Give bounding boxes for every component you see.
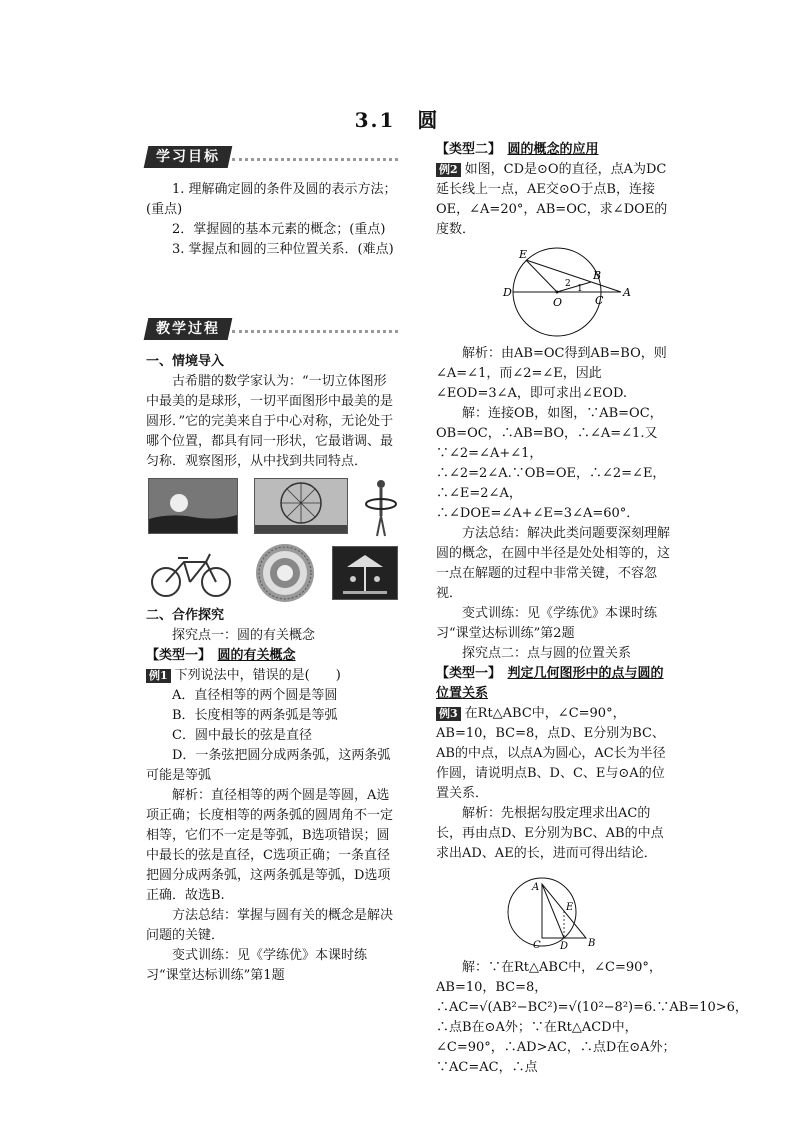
- hula-hoop-photo: [364, 476, 398, 538]
- example-badge: 例3: [436, 707, 461, 721]
- option-item: A．直径相等的两个圆是等圆: [172, 688, 338, 703]
- type-tag: 【类型一】: [146, 648, 205, 663]
- variant-training: 变式训练：见《学练优》本课时练习“课堂达标训练”第2题: [436, 606, 658, 641]
- section-heading: 一、情境导入: [146, 354, 225, 369]
- example-badge: 例1: [146, 669, 171, 683]
- page-title: 3.1 圆: [354, 108, 440, 132]
- figure-label: C: [533, 940, 541, 951]
- solution-paragraph: 解：∵在Rt△ABC中，∠C=90°，AB=10，BC=8，∴AC=√(AB²−BC²)=√(10²−8²)=6.∵AB=10>6，∴点B在⊙A外；∵在Rt△ACD中，∠C=90°，∴AD>AC，∴点D在⊙A外；∵AC=AC，∴点: [436, 960, 748, 1075]
- figure-label: B: [593, 269, 602, 282]
- example-stem: 如图，CD是⊙O的直径，点A为DC延长线上一点，AE交⊙O于点B，连接OE，∠A=20°，AB=OC，求∠DOE的度数．: [436, 162, 668, 237]
- analysis-paragraph: 解析：先根据勾股定理求出AC的长，再由点D、E分别为BC、AB的中点求出AD、AE的长，进而可得出结论．: [436, 806, 664, 861]
- heading-divider: [232, 158, 398, 161]
- solution-paragraph: 解：连接OB，如图，∵AB=OC，OB=OC，∴AB=BO，∴∠A=∠1.又∵∠2=∠A+∠1，∴∠2=2∠A.∵OB=OE，∴∠2=∠E，∴∠E=2∠A，∴∠DOE=∠A+∠E=3∠A=60°．: [436, 406, 666, 521]
- explore-point-heading: 探究点二：点与圆的位置关系: [462, 646, 632, 661]
- example-stem: 在Rt△ABC中，∠C=90°，AB=10，BC=8，点D、E分别为BC、AB的中点，以点A为圆心，AC长为半径作圆，请说明点B、D、C、E与⊙A的位置关系．: [436, 706, 666, 801]
- figure-label: D: [560, 941, 569, 952]
- carousel-photo: [332, 546, 398, 600]
- type-tag: 【类型二】: [436, 142, 495, 157]
- bicycle-photo: [148, 548, 234, 600]
- goals-heading-bar: [146, 146, 398, 172]
- example-badge: 例2: [436, 163, 461, 177]
- figure-label: C: [595, 294, 604, 307]
- figure-label: A: [532, 882, 540, 893]
- sunset-photo: [148, 478, 238, 534]
- goals-heading: 学习目标: [156, 149, 220, 165]
- process-heading: 教学过程: [156, 321, 220, 337]
- right-column: [436, 140, 748, 1078]
- process-heading-bar: [146, 318, 398, 344]
- left-column: [146, 140, 398, 986]
- analysis-paragraph: 解析：由AB=OC得到AB=BO，则∠A=∠1，而∠2=∠E，因此∠EOD=3∠A，即可求出∠EOD.: [436, 346, 667, 401]
- figure-label: E: [566, 902, 574, 913]
- section-heading: 二、合作探究: [146, 608, 225, 623]
- figure-label: D: [503, 286, 512, 299]
- analysis-paragraph: 解析：直径相等的两个圆是等圆，A选项正确；长度相等的两条弧的圆周角不一定相等，它们不一定是等弧，B选项错误；圆中最长的弦是直径，C选项正确；一条直径把圆分成两条弧，这两条弧是等弧，D选项正确．故选B.: [146, 788, 394, 903]
- option-item: C．圆中最长的弦是直径: [172, 728, 312, 743]
- type-title: 圆的有关概念: [217, 648, 296, 663]
- figure-label: B: [588, 938, 596, 949]
- method-summary: 方法总结：掌握与圆有关的概念是解决问题的关键．: [146, 908, 394, 943]
- photo-grid: [146, 478, 398, 602]
- goal-item: 3. 掌握点和圆的三种位置关系．(难点): [172, 242, 394, 257]
- goal-item: 1. 理解确定圆的条件及圆的表示方法；(重点): [146, 182, 397, 217]
- figure-label: E: [519, 248, 528, 261]
- type-title: 判定几何图形中的点与圆的位置关系: [436, 666, 664, 701]
- example-stem: 下列说法中，错误的是( ): [174, 668, 341, 683]
- method-summary: 方法总结：解决此类问题要深刻理解圆的概念，在圆中半径是处处相等的，这一点在解题的过程中非常关键，不容忽视．: [436, 526, 671, 601]
- figure-label: O: [553, 296, 563, 309]
- heading-divider: [232, 330, 398, 333]
- mandala-photo: [250, 542, 320, 604]
- goal-item: 2．掌握圆的基本元素的概念；(重点): [172, 222, 386, 237]
- figure-label: A: [623, 286, 631, 299]
- option-item: B．长度相等的两条弧是等弧: [172, 708, 338, 723]
- goals-heading-tag: [144, 146, 233, 168]
- figure-label: 1: [577, 284, 583, 294]
- process-heading-tag: [144, 318, 233, 340]
- ferris-wheel-photo: [254, 478, 348, 534]
- circle-figure-2: [506, 868, 606, 954]
- variant-training: 变式训练：见《学练优》本课时练习“课堂达标训练”第1题: [146, 948, 368, 983]
- type-tag: 【类型一】: [436, 666, 495, 681]
- circle-figure-1: [481, 244, 631, 340]
- figure-label: 2: [565, 279, 571, 289]
- intro-paragraph: 古希腊的数学家认为：“一切立体图形中最美的是球形，一切平面图形中最美的是圆形．”它的完美来自于中心对称，无论处于哪个位置，都具有同一形状，它最谐调、最匀称．观察图形，从中找到共同特点．: [146, 374, 394, 469]
- type-title: 圆的概念的应用: [507, 142, 599, 157]
- explore-point-heading: 探究点一：圆的有关概念: [172, 628, 316, 643]
- option-item: D．一条弦把圆分成两条弧，这两条弧可能是等弧: [146, 748, 391, 783]
